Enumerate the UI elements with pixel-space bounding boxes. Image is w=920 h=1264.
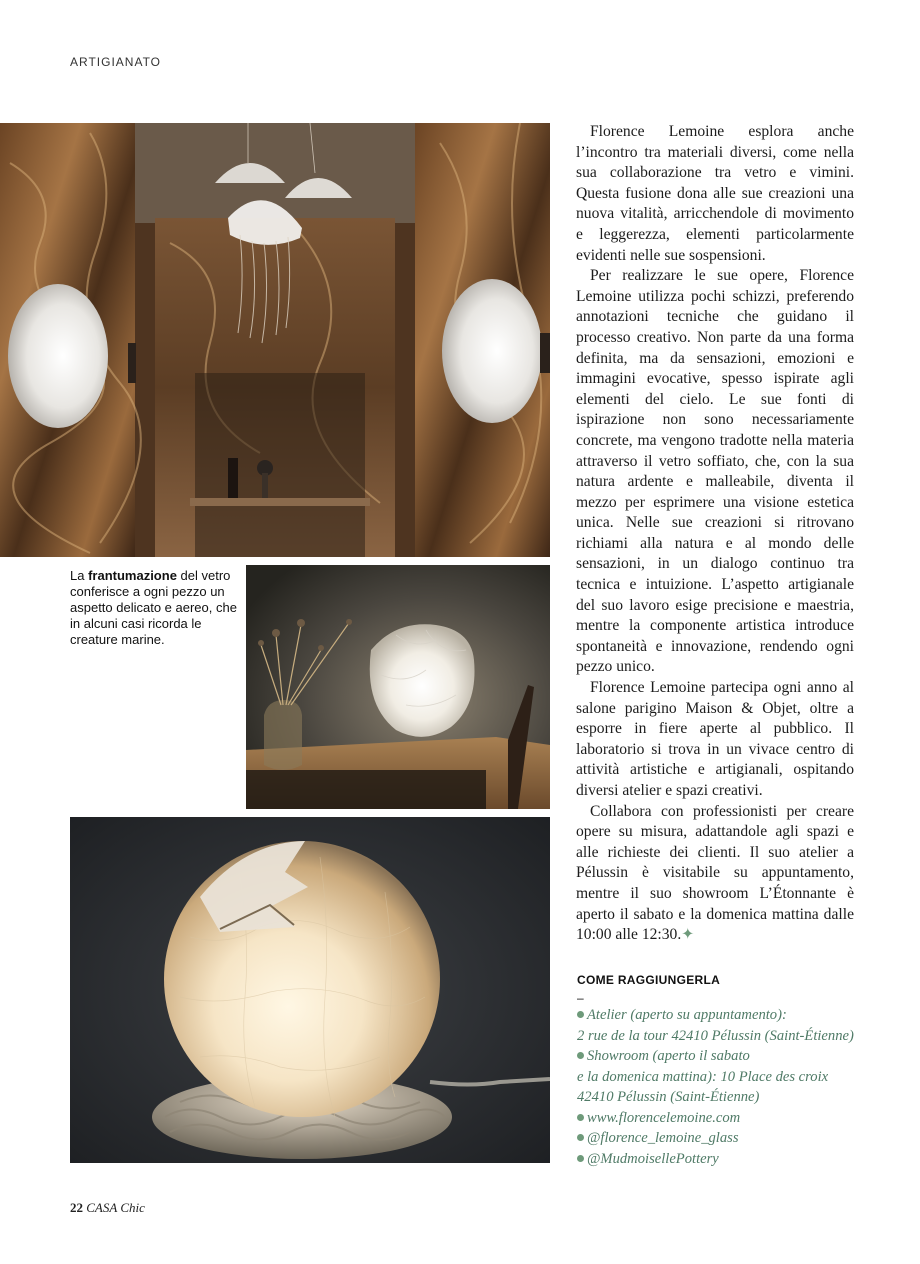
globe-lamp-photo [70,817,550,1163]
paragraph-4 [576,802,854,946]
showroom-line-1: Showroom (aperto il sabato [587,1048,750,1064]
info-title: COME RAGGIUNGERLA [577,973,721,987]
instagram-text[interactable]: @florence_lemoine_glass [587,1130,739,1146]
facebook-text[interactable]: @MudmoisellePottery [587,1150,719,1167]
end-mark-icon: ✦ [681,926,695,944]
globe-icon [577,1114,584,1121]
paragraph-1: Florence Lemoine esplora anche l’incontro tra materiali diversi, come nella sua collaborazione tra vetro e vimini. Questa fusione dona alle sue creazioni una nuova vitalità, arricchendole di movimento e leggerezza, elementi particolarmente evidenti nelle sue sospensioni. [576,123,854,264]
page-number: 22 [70,1200,83,1215]
showroom-line-2: e la domenica mattina): 10 Place des croix [577,1068,829,1085]
location-icon [577,1011,584,1018]
globe-lamp-illustration [70,817,550,1163]
location-icon [577,1052,584,1059]
table-lamp-photo [246,565,550,809]
instagram-icon [577,1134,584,1141]
instagram-link[interactable] [577,1128,867,1149]
facebook-icon [577,1155,584,1162]
info-dash: – [577,991,584,1005]
website-link[interactable] [577,1108,867,1129]
section-label: ARTIGIANATO [70,55,162,69]
onyx-bathroom-illustration [0,123,550,557]
showroom-info [577,1046,867,1108]
facebook-link[interactable] [577,1149,867,1170]
paragraph-4-text: Collabora con professionisti per creare opere su misura, adattandole agli spazi e alle richieste dei clienti. Il suo atelier a Pélussin è visitabile su appuntamento, mentre il suo showroom L’Étonnante è aperto il sabato e la domenica mattina dalle 10:00 alle 12:30. [576,802,854,944]
how-to-reach-box [577,973,867,1169]
photo-caption [70,568,240,648]
atelier-line-2: 2 rue de la tour 42410 Pélussin (Saint-Étienne) [577,1027,854,1044]
magazine-name: CASA Chic [86,1200,145,1215]
showroom-line-3: 42410 Pélussin (Saint-Étienne) [577,1089,760,1105]
onyx-bathroom-photo [0,123,550,557]
caption-highlight: frantumazione [88,568,177,583]
caption-start: La [70,568,89,583]
table-lamp-illustration [246,565,550,809]
atelier-line-1: Atelier (aperto su appuntamento): [587,1007,787,1023]
website-text[interactable]: www.florencelemoine.com [587,1109,741,1126]
atelier-info [577,1005,867,1046]
paragraph-2: Per realizzare le sue opere, Florence Lemoine utilizza pochi schizzi, preferendo annotazioni tecniche che guidano il processo creativo. Non parte da una forma definita, ma da sensazioni, emozioni e immagini evocative, spesso ispirate agli elementi del cielo. Le sue fonti di ispirazione non sono necessariamente concrete, ma vengono tradotte nella materia attraverso il vetro soffiato, che, con la sua natura ardente e malleabile, diventa il mezzo per esprimere una visione estetica unica. Nelle sue creazioni si ritrovano richiami alla natura e al mondo delle sensazioni, in un dialogo continuo tra tecnica e intuizione. L’aspetto artigianale del suo lavoro esige precisione e maestria, mentre la componente artistica introduce spontaneità e innovazione, rendendo ogni pezzo unico. [576,267,854,676]
caption-rest: del vetro conferisce a ogni pezzo un aspetto delicato e aereo, che in alcuni casi ricorda le creature marine. [70,568,237,647]
page-footer [70,1200,145,1216]
paragraph-3: Florence Lemoine partecipa ogni anno al salone parigino Maison & Objet, oltre a esporre in fiere aperte al pubblico. Il laboratorio si trova in un vivace centro di attività artistiche e artigianali, ospitando diversi atelier e spazi creativi. [576,679,854,799]
article-body [576,122,854,946]
